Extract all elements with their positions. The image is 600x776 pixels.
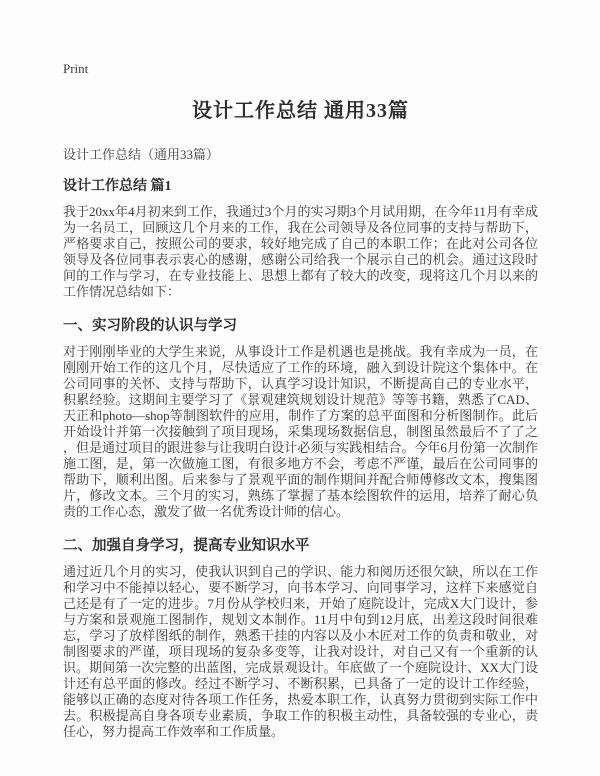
section-2-heading: 二、加强自身学习，提高专业知识水平: [63, 538, 310, 554]
intro-paragraph: 我于20xx年4月初来到工作，我通过3个月的实习期3个月试用期，在今年11月有幸成为一名员工，回顾这几个月来的工作，我在公司领导及各位同事的支持与帮助下，严格要求自己，按照公司的要求，较好地完成了自己的本职工作；在此对公司各位领导及各位同事表示衷心的感谢，感谢公司给我一个展示自己的机会。通过这段时间的工作与学习，在专业技能上、思想上都有了较大的改变，现将这几个月以来的工作情况总结如下：: [63, 204, 538, 299]
print-link[interactable]: Print: [63, 61, 89, 76]
article-heading: 设计工作总结 篇1: [63, 179, 172, 194]
document-title: 设计工作总结 通用33篇: [192, 100, 409, 122]
section-2-paragraph: 通过近几个月的实习，使我认识到自己的学识、能力和阅历还很欠缺，所以在工作和学习中不能掉以轻心，要不断学习，向书本学习、向同事学习，这样下来感觉自己还是有了一定的进步。7月份从学校归来，开始了庭院设计，完成X大门设计，参与方案和景观施工图制作，规划文本制作。11月中旬到12月底，出差这段时间很难忘，学习了放样图纸的制作，熟悉干挂的内容以及小木匠对工作的负责和敬业，对制图要求的严谨，项目现场的复杂多变等，让我对设计，对自己又有一个重新的认识。期间第一次完整的出蓝图，完成景观设计。年底做了一个庭院设计、XX大门设计还有总平面的修改。经过不断学习、不断积累，已具备了一定的设计工作经验，能够以正确的态度对待各项工作任务，热爱本职工作，认真努力贯彻到实际工作中去。积极提高自身各项专业素质，争取工作的积极主动性，具备较强的专业心，责任心，努力提高工作效率和工作质量。: [63, 564, 538, 739]
section-1-paragraph: 对于刚刚毕业的大学生来说，从事设计工作是机遇也是挑战。我有幸成为一员，在刚刚开始工作的这几个月，尽快适应了工作的环境，融入到设计院这个集体中。在公司同事的关怀、支持与帮助下，认真学习设计知识，不断提高自己的专业水平，积累经验。这期间主要学习了《景观建筑规划设计规范》等等书籍，熟悉了CAD、天正和photo—shop等制图软件的应用，制作了方案的总平面图和分析图制作。此后开始设计并第一次接触到了项目现场，采集现场数据信息，制图虽然最后不了了之，但是通过项目的跟进参与让我明白设计必须与实践相结合。今年6月份第一次制作施工图，是，第一次做施工图，有很多地方不会，考虑不严谨，最后在公司同事的帮助下，顺利出图。后来参与了景观平面的制作期间并配合师傅修改文本，搜集图片，修改文本。三个月的实习，熟练了掌握了基本绘图软件的运用，培养了耐心负责的工作心态，激发了做一名优秀设计师的信心。: [63, 344, 538, 519]
section-1-heading: 一、实习阶段的认识与学习: [63, 318, 237, 334]
document-subtitle: 设计工作总结（通用33篇）: [63, 147, 220, 162]
